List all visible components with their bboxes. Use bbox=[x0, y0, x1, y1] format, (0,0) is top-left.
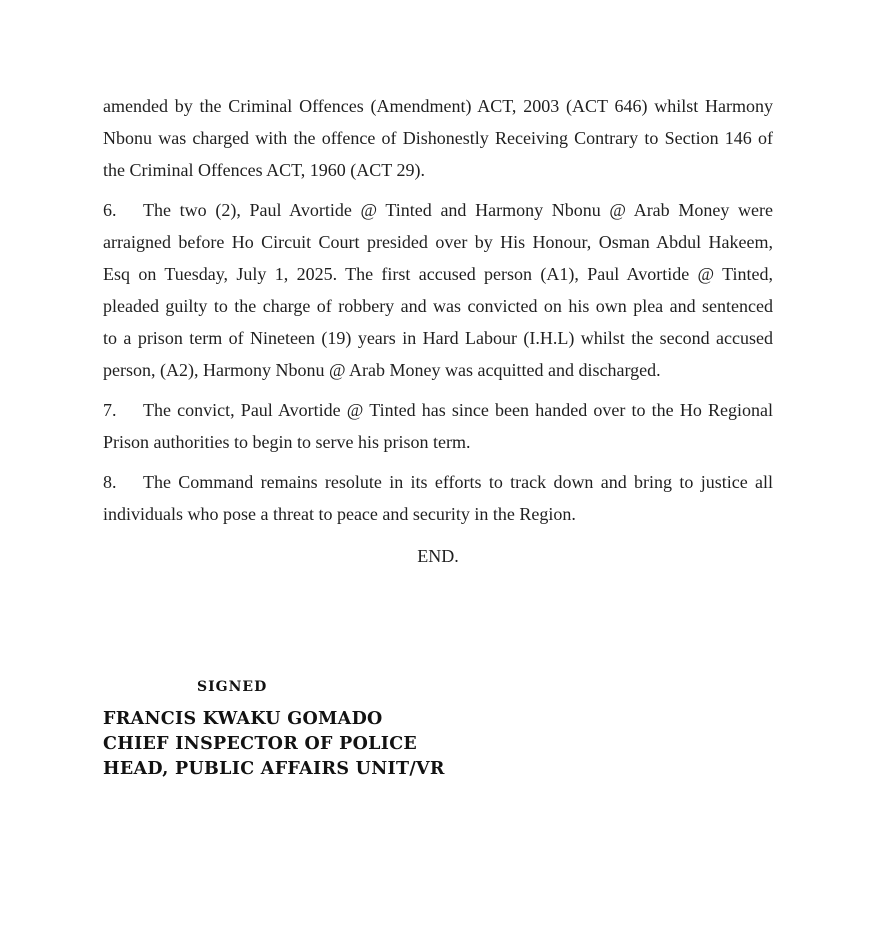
signature-block bbox=[103, 677, 773, 782]
text-line bbox=[103, 194, 773, 226]
body-paragraph-6 bbox=[103, 194, 773, 386]
signed-label: SIGNED bbox=[197, 679, 268, 695]
text-line: person, (A2), Harmony Nbonu @ Arab Money was acquitted and discharged. bbox=[103, 360, 661, 380]
document-body bbox=[103, 90, 773, 782]
signatory-name: FRANCIS KWAKU GOMADO bbox=[103, 709, 383, 729]
paragraph-number: 7. bbox=[103, 400, 117, 420]
text-line: the Criminal Offences ACT, 1960 (ACT 29). bbox=[103, 160, 425, 180]
text-line bbox=[103, 394, 773, 426]
text-line-content: The Command remains resolute in its efforts to track down and bring to justice all bbox=[143, 472, 773, 492]
body-paragraph-7 bbox=[103, 394, 773, 458]
end-marker: END. bbox=[417, 546, 459, 566]
text-line-content: The convict, Paul Avortide @ Tinted has since been handed over to the Ho Regional bbox=[143, 400, 773, 420]
text-line: Nbonu was charged with the offence of Dishonestly Receiving Contrary to Section 146 of bbox=[103, 128, 773, 148]
text-line bbox=[103, 466, 773, 498]
paragraph-number: 8. bbox=[103, 472, 117, 492]
body-paragraph-continuation bbox=[103, 90, 773, 186]
text-line: pleaded guilty to the charge of robbery and was convicted on his own plea and sentenced bbox=[103, 296, 773, 316]
body-paragraph-8 bbox=[103, 466, 773, 530]
text-line: amended by the Criminal Offences (Amendment) ACT, 2003 (ACT 646) whilst Harmony bbox=[103, 96, 773, 116]
text-line: arraigned before Ho Circuit Court presided over by His Honour, Osman Abdul Hakeem, bbox=[103, 232, 773, 252]
signatory-rank: CHIEF INSPECTOR OF POLICE bbox=[103, 734, 418, 754]
text-line: Prison authorities to begin to serve his prison term. bbox=[103, 432, 471, 452]
signatory-unit: HEAD, PUBLIC AFFAIRS UNIT/VR bbox=[103, 759, 445, 779]
paragraph-number: 6. bbox=[103, 200, 117, 220]
text-line-content: The two (2), Paul Avortide @ Tinted and Harmony Nbonu @ Arab Money were bbox=[143, 200, 773, 220]
text-line: to a prison term of Nineteen (19) years in Hard Labour (I.H.L) whilst the second accused bbox=[103, 328, 773, 348]
signatory-details bbox=[103, 707, 773, 782]
text-line: Esq on Tuesday, July 1, 2025. The first accused person (A1), Paul Avortide @ Tinted, bbox=[103, 264, 773, 284]
text-line: individuals who pose a threat to peace and security in the Region. bbox=[103, 504, 576, 524]
